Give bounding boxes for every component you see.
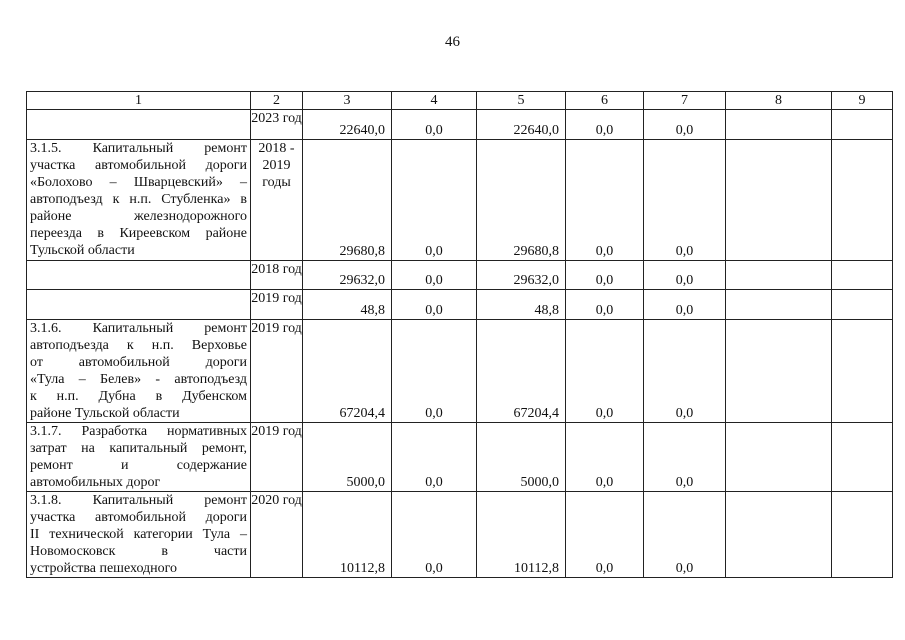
value-cell-c7: 0,0 bbox=[644, 320, 726, 423]
activity-name-line: Новомосковск в части bbox=[30, 544, 247, 559]
value-cell-c7: 0,0 bbox=[644, 290, 726, 320]
value-cell-c6: 0,0 bbox=[566, 110, 644, 140]
value-cell-c7: 0,0 bbox=[644, 261, 726, 290]
value-cell-c4: 0,0 bbox=[392, 492, 477, 578]
period-cell: 2023 год bbox=[251, 110, 303, 140]
value-cell-c7: 0,0 bbox=[644, 492, 726, 578]
value-cell-c3: 22640,0 bbox=[303, 110, 392, 140]
value-cell-c8 bbox=[726, 110, 832, 140]
value-cell-c5: 48,8 bbox=[477, 290, 566, 320]
value-cell-c6: 0,0 bbox=[566, 320, 644, 423]
budget-table bbox=[26, 91, 893, 578]
period-cell: 2019 год bbox=[251, 290, 303, 320]
value-cell-c5: 29632,0 bbox=[477, 261, 566, 290]
activity-name-line: ремонт и содержание bbox=[30, 458, 247, 473]
value-cell-c8 bbox=[726, 261, 832, 290]
table-row bbox=[27, 140, 893, 261]
value-cell-c8 bbox=[726, 492, 832, 578]
value-cell-c6: 0,0 bbox=[566, 261, 644, 290]
value-cell-c4: 0,0 bbox=[392, 290, 477, 320]
activity-name-line: Тульской области bbox=[30, 243, 135, 258]
period-cell: 2019 год bbox=[251, 423, 303, 492]
value-cell-c6: 0,0 bbox=[566, 290, 644, 320]
activity-name bbox=[27, 320, 251, 423]
activity-name-line: автомобильных дорог bbox=[30, 475, 161, 490]
header-cell: 8 bbox=[726, 92, 832, 110]
activity-name-line: к н.п. Дубна в Дубенском bbox=[30, 389, 247, 404]
header-cell: 7 bbox=[644, 92, 726, 110]
header-cell: 2 bbox=[251, 92, 303, 110]
value-cell-c5: 5000,0 bbox=[477, 423, 566, 492]
value-cell-c4: 0,0 bbox=[392, 320, 477, 423]
activity-name-line: от автомобильной дороги bbox=[30, 355, 247, 370]
value-cell-c8 bbox=[726, 290, 832, 320]
value-cell-c5: 10112,8 bbox=[477, 492, 566, 578]
activity-name-line: 3.1.5. Капитальный ремонт bbox=[30, 141, 247, 156]
value-cell-c9 bbox=[832, 261, 893, 290]
value-cell-c7: 0,0 bbox=[644, 110, 726, 140]
value-cell-c9 bbox=[832, 492, 893, 578]
activity-name bbox=[27, 290, 251, 320]
activity-name-line: II технической категории Тула – bbox=[30, 527, 247, 542]
value-cell-c4: 0,0 bbox=[392, 140, 477, 261]
value-cell-c3: 67204,4 bbox=[303, 320, 392, 423]
activity-name-line: участка автомобильной дороги bbox=[30, 510, 247, 525]
value-cell-c5: 67204,4 bbox=[477, 320, 566, 423]
header-cell: 1 bbox=[27, 92, 251, 110]
table-row bbox=[27, 261, 893, 290]
value-cell-c9 bbox=[832, 290, 893, 320]
header-cell: 9 bbox=[832, 92, 893, 110]
value-cell-c3: 10112,8 bbox=[303, 492, 392, 578]
table-row bbox=[27, 423, 893, 492]
value-cell-c6: 0,0 bbox=[566, 492, 644, 578]
activity-name bbox=[27, 423, 251, 492]
period-cell: 2018 - 2019 годы bbox=[251, 140, 303, 261]
value-cell-c9 bbox=[832, 320, 893, 423]
value-cell-c9 bbox=[832, 140, 893, 261]
value-cell-c9 bbox=[832, 423, 893, 492]
header-row bbox=[27, 92, 893, 110]
value-cell-c3: 29632,0 bbox=[303, 261, 392, 290]
value-cell-c9 bbox=[832, 110, 893, 140]
value-cell-c4: 0,0 bbox=[392, 261, 477, 290]
value-cell-c4: 0,0 bbox=[392, 110, 477, 140]
page-number: 46 bbox=[445, 34, 460, 50]
activity-name bbox=[27, 110, 251, 140]
table-row bbox=[27, 320, 893, 423]
activity-name-line: 3.1.8. Капитальный ремонт bbox=[30, 493, 247, 508]
activity-name-line: 3.1.7. Разработка нормативных bbox=[30, 424, 247, 439]
activity-name-line: затрат на капитальный ремонт, bbox=[30, 441, 247, 456]
header-cell: 4 bbox=[392, 92, 477, 110]
activity-name bbox=[27, 261, 251, 290]
activity-name bbox=[27, 140, 251, 261]
activity-name-line: районе железнодорожного bbox=[30, 209, 247, 224]
table-row bbox=[27, 492, 893, 578]
header-cell: 6 bbox=[566, 92, 644, 110]
value-cell-c5: 29680,8 bbox=[477, 140, 566, 261]
activity-name-line: устройства пешеходного bbox=[30, 561, 178, 576]
period-cell: 2018 год bbox=[251, 261, 303, 290]
value-cell-c6: 0,0 bbox=[566, 140, 644, 261]
activity-name-line: автоподъезда к н.п. Верховье bbox=[30, 338, 247, 353]
activity-name-line: районе Тульской области bbox=[30, 406, 180, 421]
activity-name-line: «Болохово – Шварцевский» – bbox=[30, 175, 247, 190]
activity-name-line: «Тула – Белев» - автоподъезд bbox=[30, 372, 247, 387]
table-row bbox=[27, 110, 893, 140]
activity-name bbox=[27, 492, 251, 578]
activity-name-line: переезда в Киреевском районе bbox=[30, 226, 247, 241]
value-cell-c4: 0,0 bbox=[392, 423, 477, 492]
period-cell: 2020 год bbox=[251, 492, 303, 578]
table-row bbox=[27, 290, 893, 320]
value-cell-c7: 0,0 bbox=[644, 423, 726, 492]
value-cell-c3: 5000,0 bbox=[303, 423, 392, 492]
value-cell-c5: 22640,0 bbox=[477, 110, 566, 140]
activity-name-line: 3.1.6. Капитальный ремонт bbox=[30, 321, 247, 336]
activity-name-line: автоподъезд к н.п. Стубленка» в bbox=[30, 192, 247, 207]
value-cell-c8 bbox=[726, 140, 832, 261]
value-cell-c3: 29680,8 bbox=[303, 140, 392, 261]
value-cell-c6: 0,0 bbox=[566, 423, 644, 492]
header-cell: 5 bbox=[477, 92, 566, 110]
value-cell-c7: 0,0 bbox=[644, 140, 726, 261]
value-cell-c8 bbox=[726, 423, 832, 492]
value-cell-c3: 48,8 bbox=[303, 290, 392, 320]
value-cell-c8 bbox=[726, 320, 832, 423]
header-cell: 3 bbox=[303, 92, 392, 110]
period-cell: 2019 год bbox=[251, 320, 303, 423]
activity-name-line: участка автомобильной дороги bbox=[30, 158, 247, 173]
